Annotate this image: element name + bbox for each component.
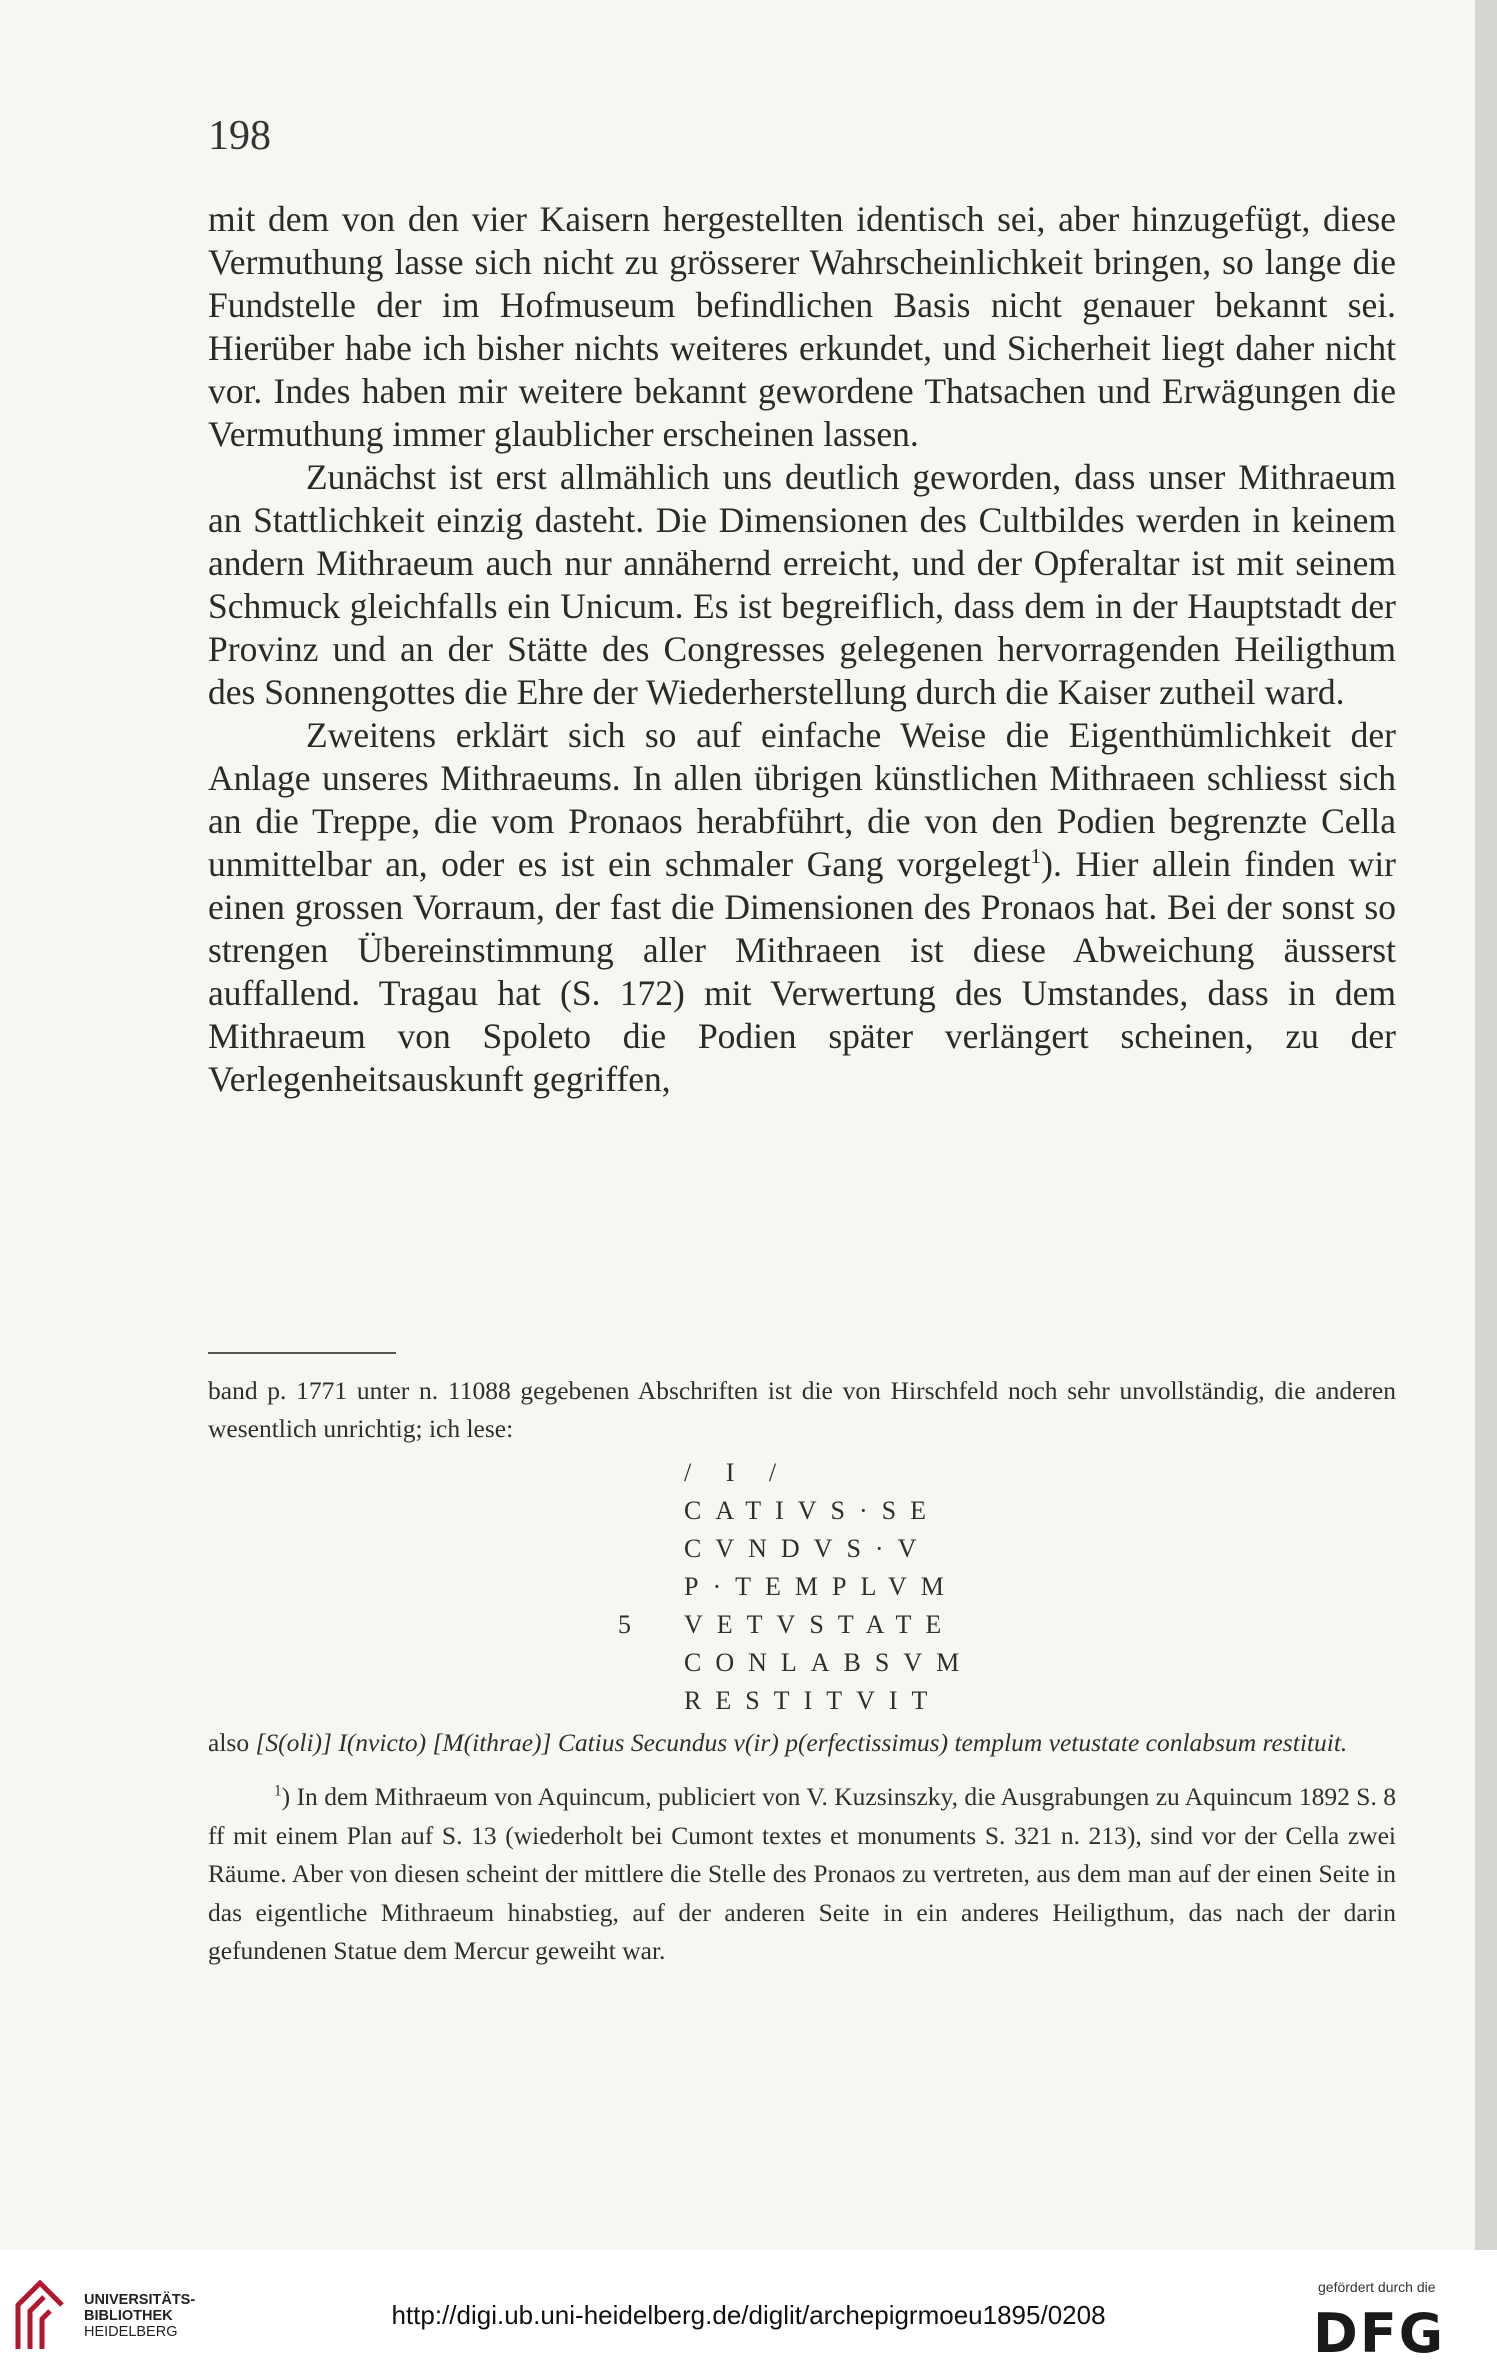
paragraph-3 (208, 714, 1396, 1101)
dfg-logo[interactable]: DFG (1313, 2302, 1446, 2365)
footnote-1: $^1$) In dem Mithraeum von Aquincum, publiciert von V. Kuzsinszky, die Ausgrabungen zu Aquincum 1892 S. 8 ff mit einem Plan auf S. 13 (wiederholt bei Cumont textes et monuments S. 321 n. 213), sind vor der Cella zwei Räume. Aber von diesen scheint der mittlere die Stelle des Pronaos zu vertreten, aus dem man auf der einen Seite in das eigentliche Mithraeum hinabstieg, auf der anderen Seite in ein anderes Heiligthum, das nach der darin gefundenen Statue dem Mercur geweiht war. (208, 1782, 1396, 1965)
library-name: UNIVERSITÄTS- BIBLIOTHEK HEIDELBERG (84, 2292, 196, 2340)
page-edge (1475, 0, 1497, 2250)
main-text (208, 198, 1396, 1101)
line-number: 5 (618, 1610, 631, 1639)
viewer-footer (0, 2250, 1497, 2374)
paragraph-3-before: Zweitens erklärt sich so auf einfache Weise die Eigenthümlichkeit der Anlage unseres Mithraeums. In allen übrigen künstlichen Mithraeen schliesst sich an die Treppe, die vom Pronaos herabführt, die von den Podien begrenzte Cella unmittelbar an, oder es ist ein schmaler Gang vorgelegt (208, 715, 1396, 884)
paragraph-2: Zunächst ist erst allmählich uns deutlich geworden, dass unser Mithraeum an Stattlichkeit einzig dasteht. Die Dimensionen des Cultbildes werden in keinem andern Mithraeum auch nur annähernd erreicht, und der Opferaltar ist mit seinem Schmuck gleichfalls ein Unicum. Es ist begreiflich, dass dem in der Hauptstadt der Provinz und an der Stätte des Congresses gelegenen hervorragenden Heiligthum des Sonnengottes die Ehre der Wiederherstellung durch die Kaiser zutheil ward. (208, 457, 1396, 712)
funding-caption: gefördert durch die (1318, 2279, 1436, 2295)
footnote-rule (208, 1352, 396, 1354)
inscription-line: P·TEMPLVM (684, 1572, 958, 1601)
inscription (208, 1454, 1396, 1720)
inscription-line: CATIVS·SE (684, 1496, 941, 1525)
paragraph-3-after: ). Hier allein finden wir einen grossen Vorraum, der fast die Dimensionen des Pronaos hat. Bei der sonst so strengen Übereinstimmung aller Mithraeen ist diese Abweichung äusserst auffallend. Tragau hat (S. 172) mit Verwertung des Umstandes, dass in dem Mithraeum von Spoleto die Podien später verlängert scheinen, zu der Verlegenheitsauskunft gegriffen, (208, 844, 1396, 1099)
inscription-line: CVNDVS·V (684, 1534, 931, 1563)
inscription-line: 5 VETVSTATE (208, 1606, 1396, 1644)
footnote-mark: 1 (274, 1782, 282, 1800)
inscription-line: / I / (684, 1458, 791, 1487)
footnote-ref-1[interactable]: 1 (1030, 844, 1042, 869)
permalink[interactable]: http://digi.ub.uni-heidelberg.de/diglit/archepigrmoeu1895/0208 (391, 2300, 1106, 2330)
page-number: 198 (208, 113, 271, 159)
paragraph-1: mit dem von den vier Kaisern hergestellten identisch sei, aber hinzugefügt, diese Vermuthung lasse sich nicht zu grösserer Wahrscheinlichkeit bringen, so lange die Fundstelle der im Hofmuseum befindlichen Basis nicht genauer bekannt sei. Hierüber habe ich bisher nichts weiteres erkundet, und Sicherheit liegt daher nicht vor. Indes haben mir weitere bekannt gewordene Thatsachen und Erwägungen die Vermuthung immer glaublicher erscheinen lassen. (208, 199, 1396, 454)
footnotes (208, 1372, 1396, 1971)
inscription-reading: also [S(oli)] I(nvicto) [M(ithrae)] Catius Secundus v(ir) p(erfectissimus) templum vetustate conlabsum restituit. (208, 1728, 1348, 1757)
inscription-line: RESTITVIT (684, 1686, 942, 1715)
inscription-line: CONLABSVM (684, 1648, 974, 1677)
footnote-continuation: band p. 1771 unter n. 11088 gegebenen Abschriften ist die von Hirschfeld noch sehr unvollständig, die anderen wesentlich unrichtig; ich lese: (208, 1376, 1396, 1443)
